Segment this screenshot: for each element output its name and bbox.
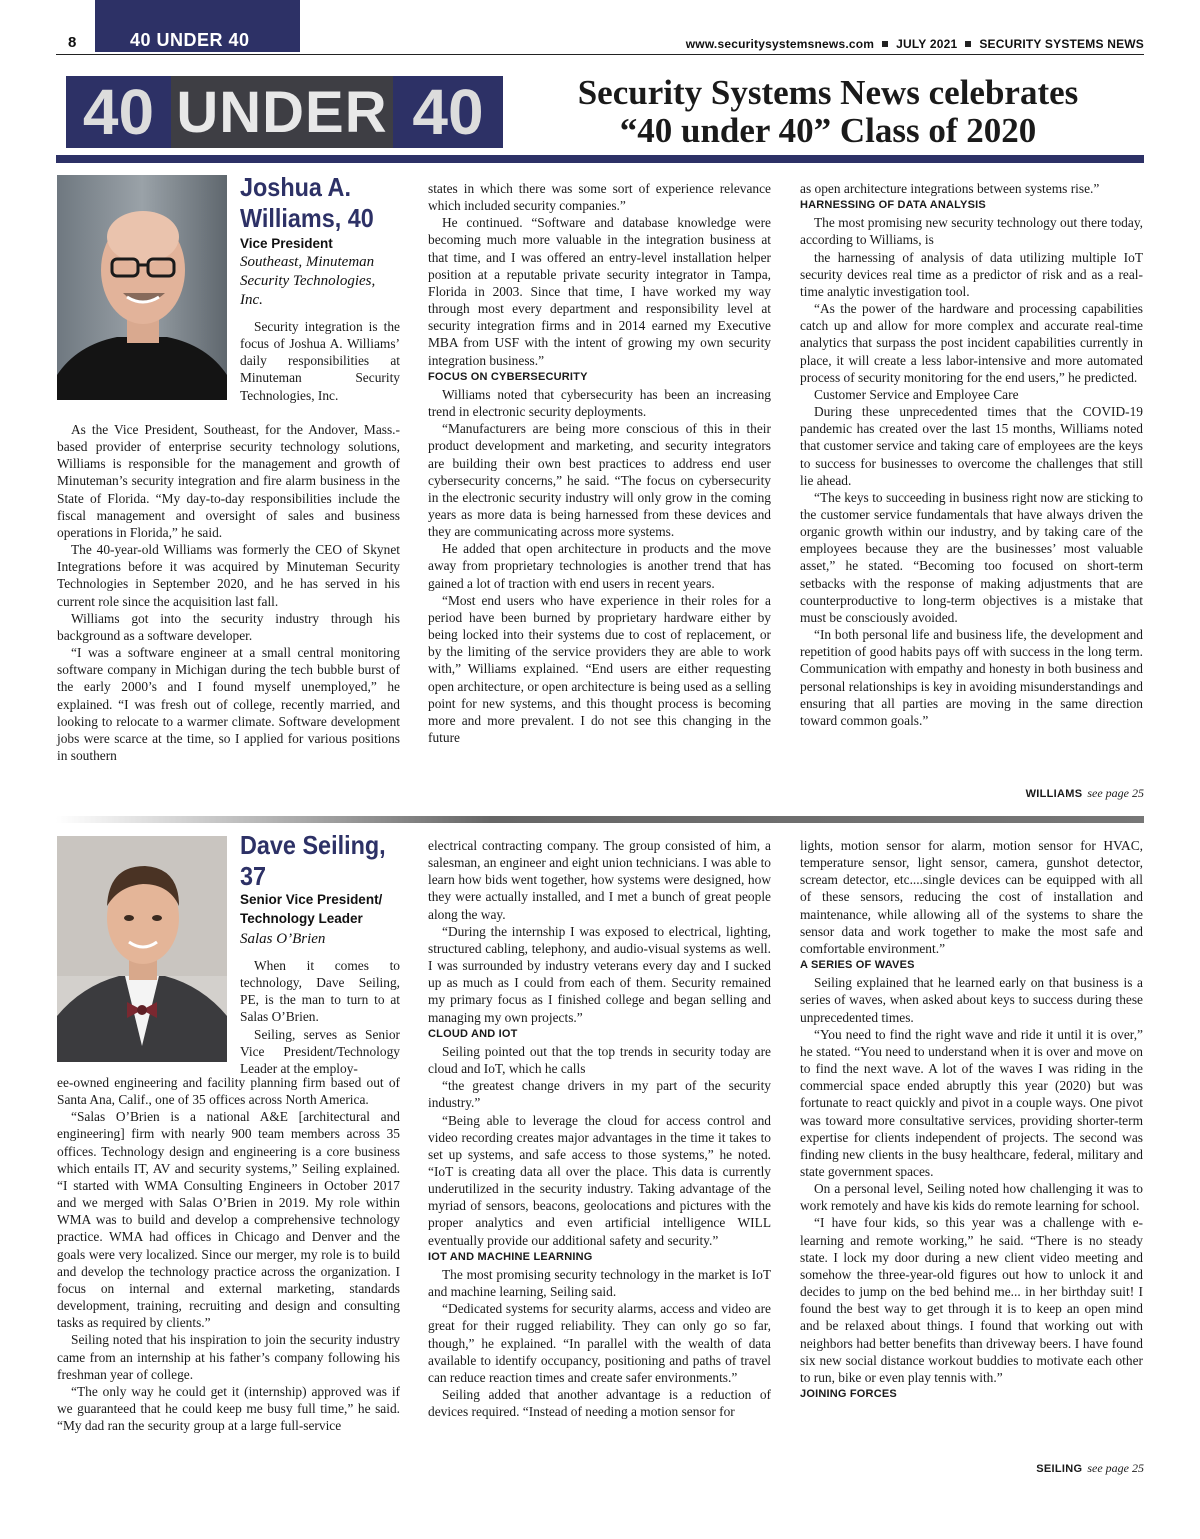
logo-part-40-left: 40 — [66, 76, 171, 148]
williams-photo — [57, 175, 227, 400]
headline-band — [56, 155, 1144, 163]
page-headline — [508, 74, 1148, 150]
logo-part-under: UNDER — [171, 76, 393, 148]
seiling-col2-paragraph: Seiling added that another advantage is a reduction of devices required. “Instead of needing a motion sensor for — [428, 1387, 771, 1420]
seiling-name — [240, 830, 420, 892]
williams-col2-paragraph: “Most end users who have experience in their roles for a period have been burned by proprietary hardware either by being locked into their systems due to cost of replacement, or by the limiting of the service providers they are able to work with,” Williams explained. “End users are either requesting open architecture, or open architecture is being used as a selling point for new systems, and this thought process is becoming more and more prevalent. I do not see this changing in the future — [428, 592, 771, 745]
seiling-col2-paragraph: electrical contracting company. The group consisted of him, a salesman, an engineer and eight union technicians. I was able to learn how bids went together, how systems were designed, how they were actually installed, and I met a bunch of great people along the way. — [428, 838, 771, 922]
seiling-title-line-2: Technology Leader — [240, 911, 363, 926]
williams-col3-paragraph: The most promising new security technology out there today, according to Williams, is — [800, 215, 1143, 248]
williams-col3-paragraph: “The keys to succeeding in business right now are sticking to the customer service fundamentals that have always driven the organic growth within our industry, and by taking care of the employees because they are the businesses’ most valuable asset,” he stated. “Becoming too focused on short-term setbacks with the response of making adjustments that are counterproductive to long-term objectives is a mistake that must be consciously avoided. — [800, 489, 1143, 625]
williams-jump-line[interactable] — [1026, 786, 1144, 801]
seiling-col3-paragraph: Seiling explained that he learned early on that business is a series of waves, when asked about keys to success during these unprecedented times. — [800, 975, 1143, 1025]
header-rule — [56, 54, 1144, 55]
seiling-column-2 — [428, 837, 771, 1420]
seiling-col1-paragraph: Seiling noted that his inspiration to join the security industry came from an internship at his father’s company following his freshman year of college. — [57, 1332, 400, 1382]
seiling-intro-wrap — [240, 957, 400, 1077]
seiling-col3-subhead: A SERIES OF WAVES — [800, 959, 915, 972]
williams-col1-paragraph: Williams got into the security industry through his background as a software developer. — [57, 610, 400, 643]
williams-column-1 — [57, 421, 400, 764]
williams-portrait-image — [57, 175, 227, 400]
williams-col2-subhead: FOCUS ON CYBERSECURITY — [428, 370, 588, 383]
seiling-intro-paragraph-1: When it comes to technology, Dave Seiling, PE, is the man to turn to at Salas O’Brien. — [240, 958, 400, 1025]
running-head — [686, 37, 1144, 51]
seiling-col3-paragraph: “You need to find the right wave and ride it until it is over,” he stated. “You need to understand when it is over and move on to find the next wave. A lot of the waves I was riding in the commercial space ended abruptly this year (2020) but was fortunate to react quickly and pivot in a couple ways. One pivot was toward more consultative services, providing shorter-term expertise for clients independent of projects. The second was finding new clients in the busy healthcare, federal, military and state government spaces. — [800, 1026, 1143, 1179]
seiling-portrait-image — [57, 836, 227, 1062]
williams-col1-paragraph: The 40-year-old Williams was formerly the CEO of Skynet Integrations before it was acquired by Minuteman Security Technologies in September 2020, and he has served in his current role since the acquisition last fall. — [57, 542, 400, 609]
williams-name-line-1: Joshua A. — [240, 172, 351, 202]
williams-col3-paragraph: During these unprecedented times that the COVID-19 pandemic has created over the last 15 months, Williams noted that customer service and taking care of employees are the keys to success for businesses to overcome the challenges that still lie ahead. — [800, 404, 1143, 488]
williams-column-2 — [428, 180, 771, 746]
seiling-jump-name: SEILING — [1036, 1463, 1083, 1475]
headline-line-1: Security Systems News celebrates — [577, 73, 1079, 112]
williams-col1-paragraph: “I was a software engineer at a small central monitoring software company in Michigan during the tech bubble burst of the early 2000’s and I found myself unemployed,” he explained. “I was fresh out of college, recently married, and looking to relocate to a warmer climate. Software development jobs were scarce at the time, so I applied for various positions in southern — [57, 645, 400, 763]
seiling-col1-paragraph: ee-owned engineering and facility planning firm based out of Santa Ana, Calif., one of 35 offices across North America. — [57, 1075, 400, 1108]
seiling-col3-paragraph: On a personal level, Seiling noted how challenging it was to work remotely and have kis kids do remote learning for school. — [800, 1181, 1143, 1214]
seiling-name-line-2: 37 — [240, 861, 267, 891]
seiling-col1-paragraph: “Salas O’Brien is a national A&E [architectural and engineering] firm with nearly 900 team members across 35 offices. Technology design and engineering is a core business which entails IT, AV and security systems,” Seiling explained. “I started with WMA Consulting Engineers in October 2017 and we merged with Salas O’Brien in 2019. My role within WMA was to build and develop a comprehensive technology practice. WMA had offices in Chicago and Denver and the goals were very localized. Since our merger, my role is to build and develop the technology practice across the organization. I focus on internal and external marketing, standards development, training, recruiting and design and consulting tasks as required by clients.” — [57, 1109, 400, 1331]
williams-intro-wrap: Security integration is the focus of Joshua A. Williams’ daily responsibilities at Minuteman Security Technologies, Inc. — [240, 319, 400, 403]
williams-col2-paragraph: Williams noted that cybersecurity has been an increasing trend in electronic security deployments. — [428, 386, 771, 420]
williams-col2-paragraph: “Manufacturers are being more conscious of this in their product development and marketing, and security integrators are building their own best practices to address end user cybersecurity concerns,” he said. “The focus on cybersecurity in the electronic security industry will only grow in the coming years as more data is being harnessed from these devices and they are communicating across more systems. — [428, 421, 771, 540]
seiling-title — [240, 890, 382, 928]
logo-part-40-right: 40 — [393, 76, 503, 148]
williams-organization: Southeast, Minuteman Security Technologies, Inc. — [240, 254, 376, 308]
seiling-col2-paragraph: “the greatest change drivers in my part of the security industry.” — [428, 1078, 771, 1111]
seiling-col3-paragraph: lights, motion sensor for alarm, motion sensor for HVAC, temperature sensor, light sensor, camera, gunshot detector, scream detector, etc....single devices can be equipped with all of these sensors, reducing the cost of installation and maintenance, while allowing all of the systems to share the sensor data and work together to make the most safe and comfortable environment.” — [800, 838, 1143, 956]
forty-under-forty-logo — [66, 76, 503, 148]
williams-col3-paragraph: the harnessing of analysis of data utilizing multiple IoT security devices real time as a predictor of risk and as a real-time analytic investigation tool. — [800, 249, 1143, 299]
seiling-col1-paragraph: “The only way he could get it (internship) approved was if we guaranteed that he could keep me busy full time,” he said. “My dad ran the security group at a large full-service — [57, 1383, 400, 1434]
seiling-col3-paragraph: “I have four kids, so this year was a challenge with e-learning and remote working,” he said. “There is no steady state. I lock my door during a new client video meeting and somehow the three-year-old figures out how to unlock it and decides to jump on the bed behind me... in her birthday suit! I found the best way to get through it is to keep an open mind and be relaxed about things. I found that working out with neighbors had better benefits than driveway beers. I have found six new social distance workout buddies to motivate each other to run, bike or even play tennis with.” — [800, 1215, 1143, 1385]
publication-name: SECURITY SYSTEMS NEWS — [979, 37, 1144, 51]
williams-name — [240, 172, 411, 234]
website-url[interactable]: www.securitysystemsnews.com — [685, 37, 875, 51]
separator-square — [882, 41, 888, 47]
williams-col1-paragraph: As the Vice President, Southeast, for the Andover, Mass.-based provider of enterprise security technology solutions, Williams is responsible for the management and growth of Minuteman’s security integration and fire alarm business in the State of Florida. “My day-to-day responsibilities include the fiscal management and oversight of sales and business operations in Florida,” he said. — [57, 422, 400, 540]
williams-col3-paragraph: as open architecture integrations between systems rise.” — [800, 181, 1100, 196]
section-divider — [56, 816, 1144, 823]
section-tab-label: 40 UNDER 40 — [130, 30, 250, 50]
williams-column-3 — [800, 180, 1143, 729]
issue-date: JULY 2021 — [896, 37, 958, 51]
seiling-jump-line[interactable] — [1036, 1461, 1144, 1476]
williams-name-line-2: Williams, 40 — [240, 203, 374, 233]
seiling-col2-subhead: CLOUD AND IOT — [428, 1027, 518, 1040]
seiling-name-line-1: Dave Seiling, — [240, 830, 386, 860]
headline-line-2: “40 under 40” Class of 2020 — [619, 111, 1037, 150]
seiling-col2-paragraph: “Being able to leverage the cloud for access control and video recording creates major advantages in the time it takes to set up systems, and safe access to those systems,” he noted. “IoT is creating data all over the place. This data is currently underutilized in the security industry. Taking advantage of the myriad of sensors, beacons, geolocations and pictures with the proper analytics and even artificial intelligence WILL eventually provide our additional safety and security.” — [428, 1112, 771, 1248]
williams-title: Vice President — [240, 236, 333, 251]
seiling-col2-paragraph: Seiling pointed out that the top trends in security today are cloud and IoT, which he calls — [428, 1043, 771, 1077]
seiling-col2-paragraph: “Dedicated systems for security alarms, access and video are great for their rugged reliability. They can only go so far, though,” he explained. “In parallel with the wealth of data available to identify occupancy, positioning and paths of travel can reduce reaction times and create safer environments.” — [428, 1301, 771, 1385]
williams-col2-paragraph: states in which there was some sort of experience relevance which included security companies.” — [428, 181, 771, 214]
seiling-title-line-1: Senior Vice President/ — [240, 892, 383, 907]
seiling-column-3 — [800, 837, 1143, 1403]
williams-col3-subhead: HARNESSING OF DATA ANALYSIS — [800, 199, 986, 212]
seiling-organization: Salas O’Brien — [240, 931, 326, 947]
williams-col3-paragraph: “As the power of the hardware and processing capabilities catch up and allow for more complex and accurate real-time analytics that surpass the post incident capabilities currently in place, it will create a less labor-intensive and more automated process of security monitoring for the end users,” he predicted. — [800, 301, 1143, 385]
seiling-intro-paragraph-2: Seiling, serves as Senior Vice President/Technology Leader at the employ- — [240, 1026, 400, 1076]
williams-col2-paragraph: He added that open architecture in products and the move away from proprietary technologies is another trend that has gained a lot of traction with end users in recent years. — [428, 541, 771, 591]
williams-col3-paragraph: Customer Service and Employee Care — [814, 386, 1019, 402]
seiling-column-1 — [57, 1074, 400, 1434]
seiling-col2-paragraph: “During the internship I was exposed to electrical, lighting, structured cabling, telephony, and audio-visual systems as well. I was surrounded by industry veterans every day and I sucked up as much as I could from each of them. Security remained my primary focus as I finished college and began selling and managing my own projects.” — [428, 923, 771, 1025]
williams-jump-name: WILLIAMS — [1025, 788, 1083, 800]
seiling-col3-subhead: JOINING FORCES — [800, 1388, 897, 1400]
seiling-col2-paragraph: The most promising security technology in the market is IoT and machine learning, Seiling said. — [428, 1266, 771, 1300]
williams-col2-paragraph: He continued. “Software and database knowledge were becoming much more valuable in the integration business at that time, and I was offered an entry-level installation helper position at a reputable private security integrator in Tampa, Florida in 2003. Since that time, I have worked my way through most every department and responsibility level at security integration firms and in 2014 earned my Executive MBA from USF with the intent of growing my own security integration business.” — [428, 215, 771, 368]
seiling-photo — [57, 836, 227, 1062]
williams-col3-paragraph: “In both personal life and business life, the development and repetition of good habits pays off with success in the long term. Communication with empathy and honesty in both business and personal relationships is key in avoiding misunderstandings and ensuring that all parties are moving in the same direction toward common goals.” — [800, 627, 1143, 728]
separator-square — [965, 41, 971, 47]
seiling-col2-subhead: IOT AND MACHINE LEARNING — [428, 1250, 593, 1263]
williams-jump-text: see page 25 — [1087, 786, 1144, 800]
page-number: 8 — [68, 34, 77, 51]
seiling-jump-text: see page 25 — [1087, 1461, 1144, 1475]
